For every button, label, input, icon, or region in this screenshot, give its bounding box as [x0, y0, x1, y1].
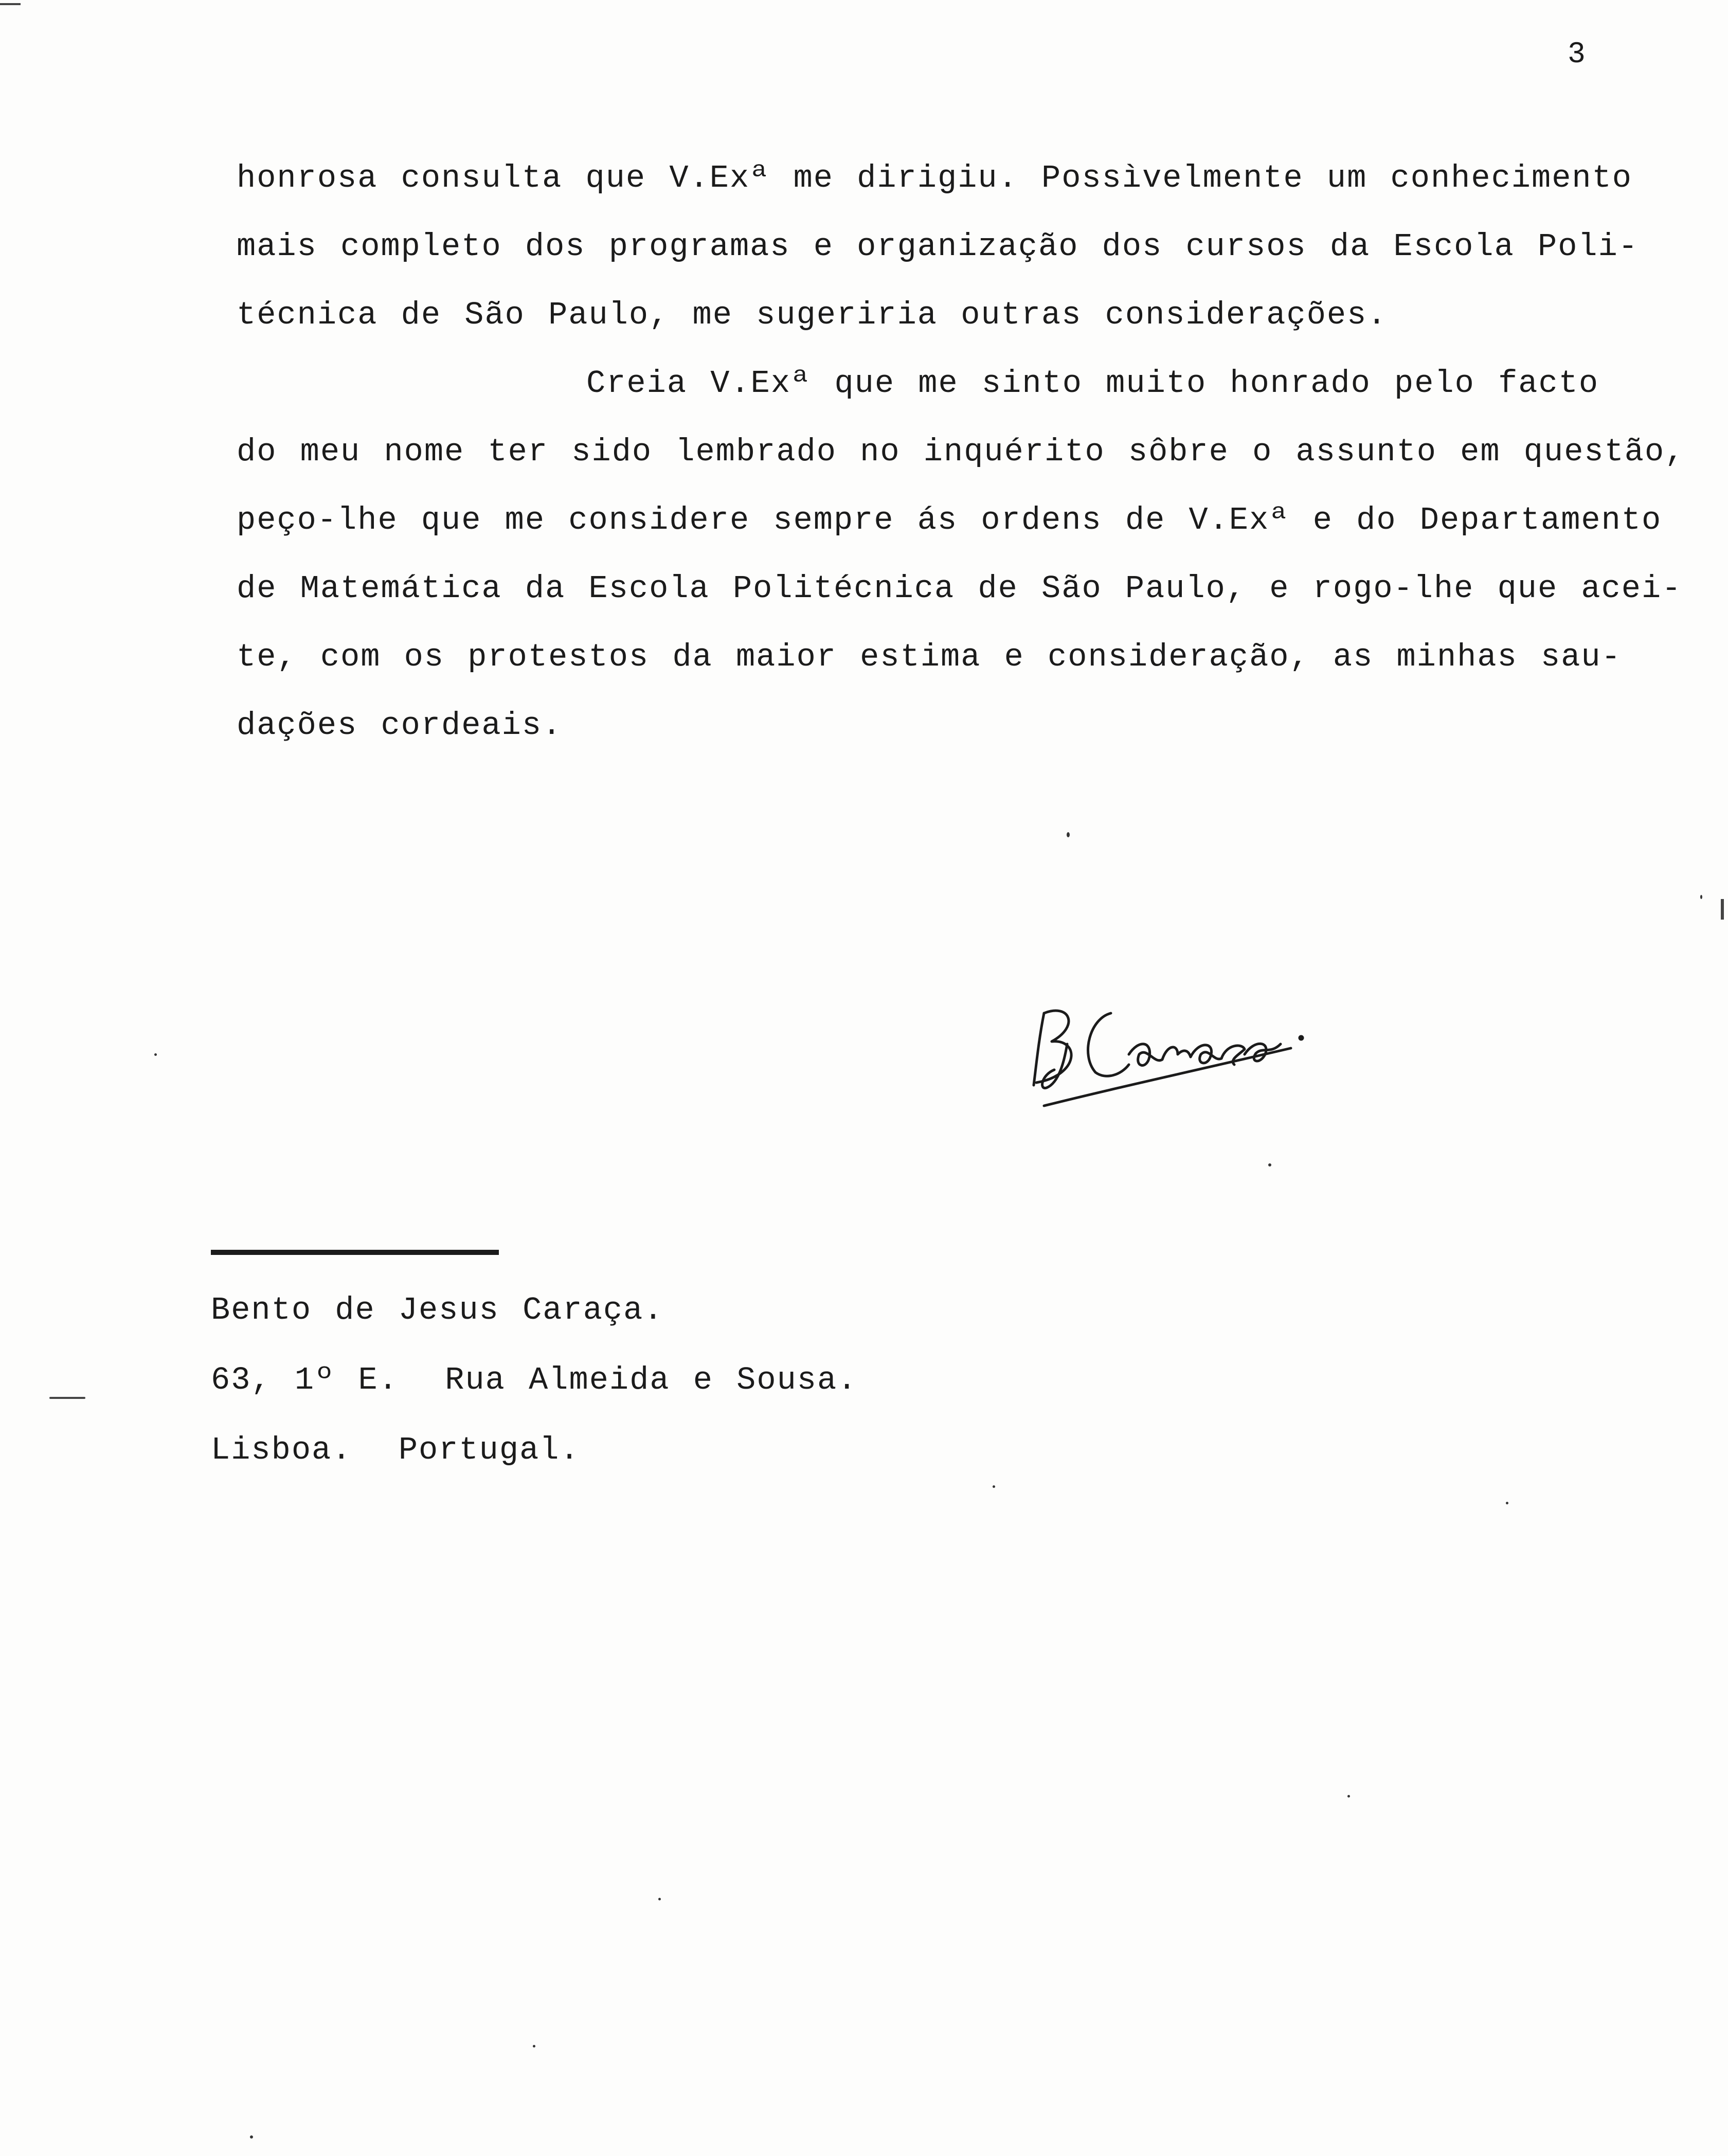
scan-speck — [658, 1898, 661, 1900]
body-line: te, com os protestos da maior estima e consideração, as minhas sau- — [237, 639, 1622, 675]
scan-speck — [533, 2045, 535, 2047]
body-line: honrosa consulta que V.Exª me dirigiu. Possìvelmente um conhecimento — [237, 160, 1633, 196]
sender-address — [211, 1275, 857, 1485]
sender-name: Bento de Jesus Caraça. — [211, 1292, 664, 1328]
body-line: dações cordeais. — [237, 707, 563, 744]
scan-speck — [1268, 1163, 1271, 1166]
scan-speck — [250, 2135, 253, 2139]
scan-speck — [1700, 895, 1702, 899]
page-number: 3 — [1568, 38, 1586, 71]
scan-speck — [993, 1485, 995, 1488]
scan-speck — [1347, 1795, 1350, 1798]
body-line: técnica de São Paulo, me sugeriria outras considerações. — [237, 297, 1388, 333]
sender-street: 63, 1º E. Rua Almeida e Sousa. — [211, 1362, 858, 1398]
signature-divider — [211, 1250, 499, 1255]
scan-speck — [154, 1053, 157, 1056]
body-line: mais completo dos programas e organização dos cursos da Escola Poli- — [237, 228, 1639, 265]
scan-speck — [1067, 832, 1070, 837]
scan-edge-mark — [49, 1397, 85, 1399]
letter-body — [237, 144, 1687, 760]
body-line-indented: Creia V.Exª que me sinto muito honrado pelo facto — [586, 365, 1599, 402]
body-line: peço-lhe que me considere sempre ás ordens de V.Exª e do Departamento — [237, 502, 1662, 538]
scan-edge-mark — [0, 3, 21, 5]
handwritten-signature — [1023, 977, 1311, 1111]
sender-city: Lisboa. Portugal. — [211, 1432, 580, 1468]
scan-speck — [1506, 1502, 1508, 1504]
body-line: do meu nome ter sido lembrado no inquérito sôbre o assunto em questão, — [237, 434, 1685, 470]
body-line: de Matemática da Escola Politécnica de São Paulo, e rogo-lhe que acei- — [237, 570, 1682, 607]
scan-edge-mark — [1721, 899, 1724, 920]
